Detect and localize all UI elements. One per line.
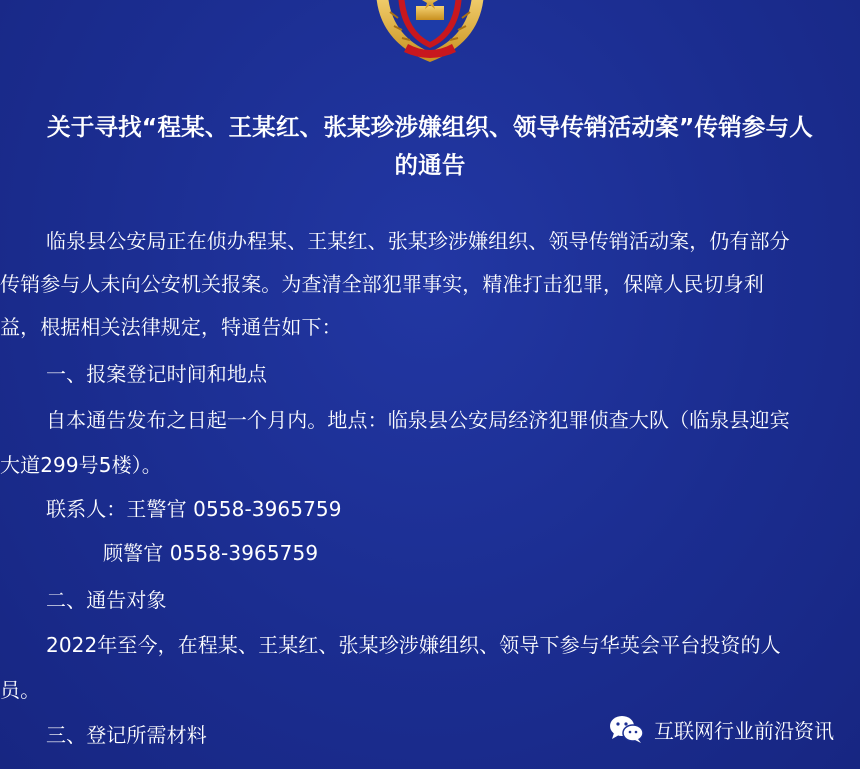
section2-line1: 2022年至今，在程某、王某红、张某珍涉嫌组织、领导下参与华英会平台投资的人 (46, 633, 781, 657)
police-emblem-icon (368, 0, 492, 64)
section3-heading: 三、登记所需材料 (46, 723, 207, 747)
section1-line2: 大道299号5楼）。 (0, 453, 162, 477)
section2-heading: 二、通告对象 (46, 588, 167, 612)
notice-title-line2: 的通告 (394, 151, 466, 179)
intro-line1: 临泉县公安局正在侦办程某、王某红、张某珍涉嫌组织、领导传销活动案，仍有部分 (46, 229, 790, 253)
watermark-text: 互联网行业前沿资讯 (654, 718, 834, 743)
wechat-icon (608, 714, 644, 744)
section1-heading: 一、报案登记时间和地点 (46, 362, 268, 386)
section1-line1: 自本通告发布之日起一个月内。地点：临泉县公安局经济犯罪侦查大队（临泉县迎宾 (46, 408, 790, 432)
watermark (608, 712, 834, 746)
intro-line3: 益，根据相关法律规定，特通告如下： (0, 315, 342, 339)
notice-title-line1: 关于寻找“程某、王某红、张某珍涉嫌组织、领导传销活动案”传销参与人 (47, 113, 813, 141)
section2-line2: 员。 (0, 678, 41, 702)
contact-line2: 顾警官 0558-3965759 (103, 541, 319, 565)
intro-line2: 传销参与人未向公安机关报案。为查清全部犯罪事实，精准打击犯罪，保障人民切身利 (0, 272, 764, 296)
contact-line1: 联系人：王警官 0558-3965759 (46, 497, 342, 521)
